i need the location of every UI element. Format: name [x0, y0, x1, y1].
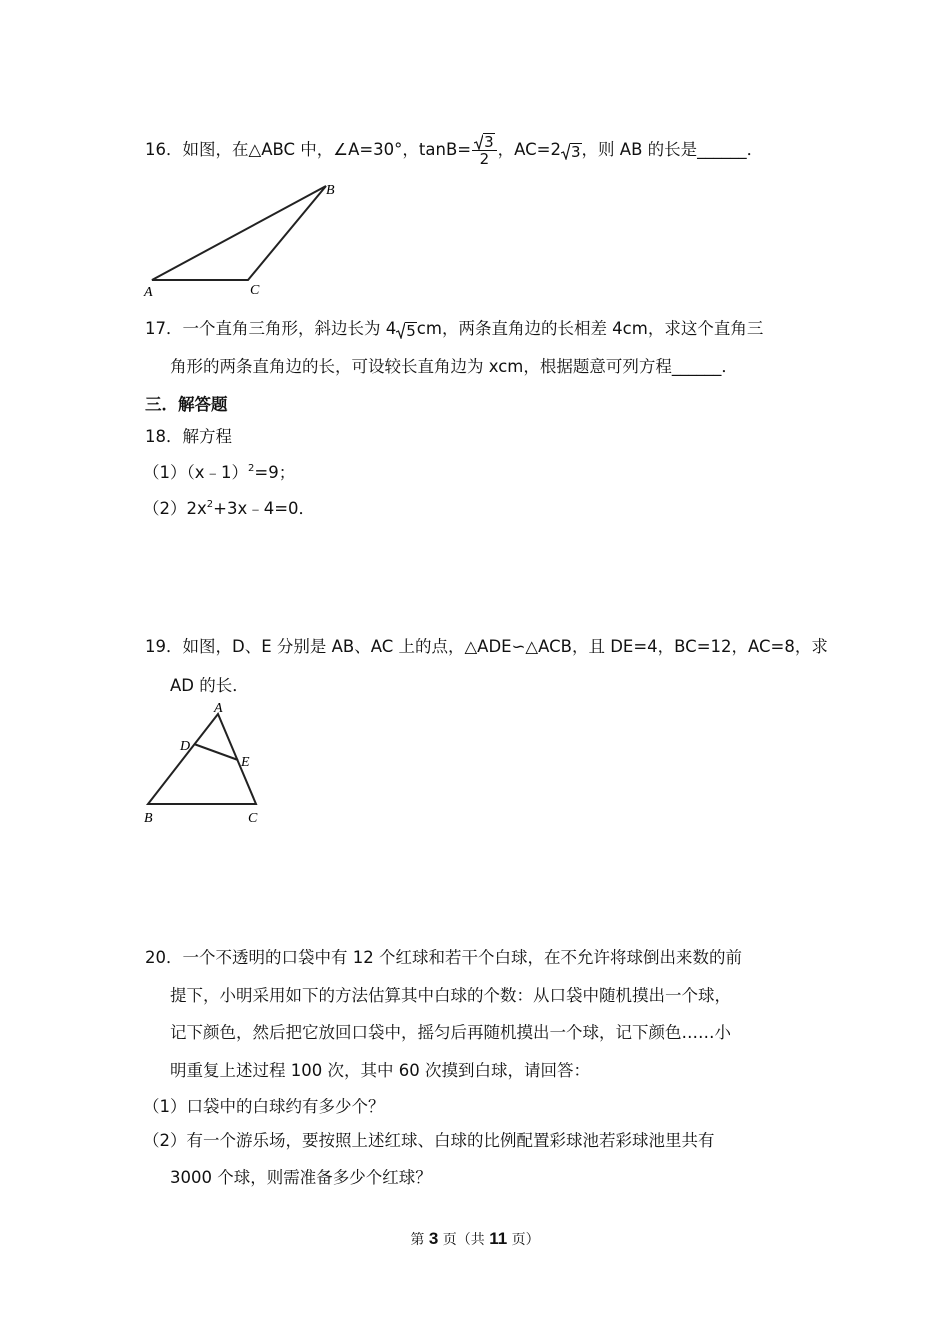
label-b: B	[144, 811, 153, 826]
q16-triangle-figure	[138, 180, 348, 300]
label-b: B	[326, 183, 335, 198]
triangle-abc-large	[148, 714, 256, 804]
q20-part1: （1）口袋中的白球约有多少个？	[143, 1097, 385, 1116]
q18-part2: $(2)2x^2+3x﹣4=0$．	[143, 499, 316, 518]
q19-line1: 19．如图，D、E 分别是 AB、AC 上的点，△ADE∽△ACB，且 DE=4，BC=12，AC=8，求	[145, 637, 828, 656]
q16-sqrt: 3	[561, 139, 582, 163]
q20-number: 20	[145, 948, 166, 967]
label-a: A	[214, 701, 223, 716]
q19-triangle-figure	[138, 700, 278, 830]
page-footer: 第 3 页（共 11 页）	[410, 1229, 540, 1248]
page-number: 3	[428, 1229, 439, 1248]
q20-line2: 提下，小明采用如下的方法估算其中白球的个数：从口袋中随机摸出一个球，	[170, 986, 731, 1005]
section3-title: 三．解答题	[145, 395, 228, 414]
q17-number: 17	[145, 319, 166, 338]
q18-title: 18．解方程	[145, 427, 232, 446]
q20-line3: 记下颜色，然后把它放回口袋中，摇匀后再随机摸出一个球，记下颜色……小	[170, 1023, 731, 1042]
label-d: D	[180, 739, 191, 754]
label-c: C	[248, 811, 258, 826]
q17-line2: 角形的两条直角边的长，可设较长直角边为 xcm，根据题意可列方程______．	[170, 357, 738, 376]
q19-number: 19	[145, 637, 166, 656]
triangle-abc	[152, 186, 326, 280]
q17-sqrt: 5	[396, 318, 417, 342]
q20-part2-line1: （2）有一个游乐场，要按照上述红球、白球的比例配置彩球池若彩球池里共有	[143, 1131, 715, 1150]
q18-number: 18	[145, 427, 166, 446]
label-a: A	[144, 285, 153, 300]
q19-line2: AD 的长．	[170, 676, 249, 695]
label-e: E	[241, 755, 250, 770]
q20-line4: 明重复上述过程 100 次，其中 60 次摸到白球，请回答：	[170, 1061, 590, 1080]
q17-line1: 17．一个直角三角形，斜边长为 4 5cm，两条直角边的长相差 4cm，求这个直角三	[145, 319, 764, 340]
q16-fraction: $\frac{3}{2}$	[472, 133, 497, 168]
label-c: C	[250, 283, 260, 298]
q18-part1: （1）（x﹣1）$^2$=9；	[143, 463, 296, 482]
page-total: 11	[489, 1229, 508, 1248]
q20-line1: 20．一个不透明的口袋中有 12 个红球和若干个白球，在不允许将球倒出来数的前	[145, 948, 742, 967]
q16-number: 16	[145, 140, 166, 159]
q20-part2-line2: 3000 个球，则需准备多少个红球？	[170, 1168, 432, 1187]
q16-text: 16．如图，在△ABC 中，∠A=30°，tanB= $\frac{3}{2}$ ，AC=2 3，则 AB 的长是______．	[145, 133, 764, 168]
